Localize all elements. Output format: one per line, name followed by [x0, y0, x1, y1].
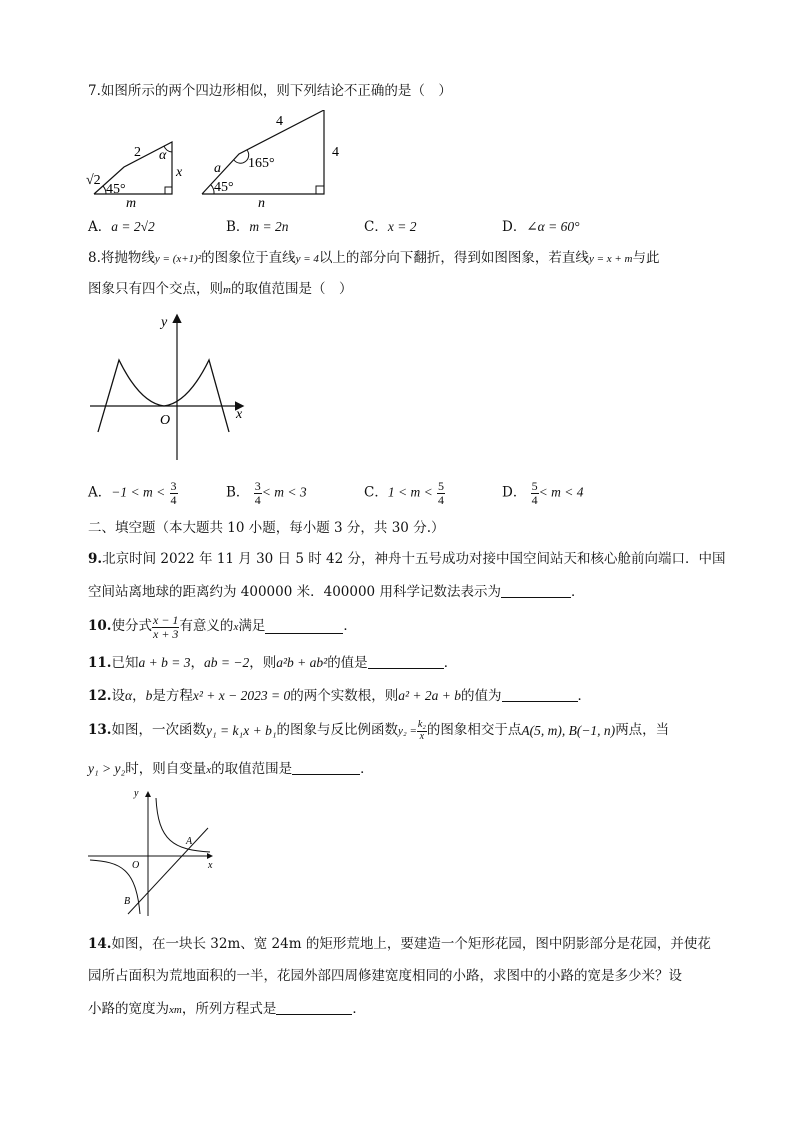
q10-fraction-numerator: x − 1 [153, 612, 179, 627]
q13-points: A(5, m), B(−1, n) [521, 723, 616, 739]
q7-option-a-text: a = 2√2 [111, 219, 155, 234]
q8-option-a[interactable] [88, 480, 178, 506]
q8-option-b-num: 3 [254, 479, 261, 493]
q12-number: 12. [88, 688, 112, 704]
q7-option-d-text: ∠α = 60° [526, 219, 580, 234]
q9-number: 9. [88, 551, 103, 567]
q13-end: ． [360, 761, 374, 777]
q13-condition: y₁ > y₂ [88, 761, 126, 776]
q12-end: ． [577, 688, 591, 704]
q8-parabola: y = (x+1)² [154, 253, 202, 265]
q11-sep: ， [190, 655, 204, 671]
q12-mid: 是方程 [152, 688, 193, 704]
q8-line1-a: 8.将抛物线 [88, 250, 155, 266]
q10-number: 10. [88, 618, 112, 635]
q7-option-a[interactable] [88, 220, 155, 235]
q7-option-a-label: A． [88, 219, 112, 235]
q11-line [88, 656, 457, 671]
q10-line [88, 612, 357, 642]
q13-f1: y₁ = k₁x + b₁ [206, 723, 277, 739]
q14-line3 [88, 1002, 366, 1017]
q8-line2-b: 的取值范围是（ ） [230, 281, 353, 297]
q7-option-b[interactable] [226, 220, 289, 235]
q9-line2-text: 空间站离地球的距离约为 400000 米．400000 用科学记数法表示为 [88, 584, 501, 600]
q9-line1 [88, 553, 726, 567]
q7-option-c-label: C． [364, 219, 388, 235]
q7-option-b-label: B． [226, 219, 250, 235]
q7-option-c-text: x = 2 [387, 219, 417, 234]
q8-option-d-post: < m < 4 [538, 484, 584, 500]
q8-option-a-den: 4 [170, 492, 177, 507]
q8-line1-d: 与此 [632, 250, 660, 266]
q11-mid: ，则 [249, 655, 277, 671]
q13-post: 两点，当 [615, 722, 670, 739]
q7-right-165: 165° [248, 156, 275, 171]
q7-figure [84, 110, 354, 210]
q9-answer-blank[interactable] [501, 585, 571, 598]
q13-f2-numerator: k₂ [417, 719, 426, 730]
q7-left-two: 2 [134, 145, 141, 160]
q8-option-b-label: B． [226, 484, 250, 501]
q8-line-eq: y = x + m [588, 253, 633, 265]
q7-left-right-angle [165, 187, 172, 194]
section-2-heading: 二、填空题（本大题共 10 小题，每小题 3 分，共 30 分.） [88, 520, 445, 536]
q8-y-label: y [161, 315, 168, 330]
q12-expr: a² + 2a + b [398, 688, 461, 703]
q13-x-label: x [208, 860, 213, 871]
q8-option-a-label: A． [88, 484, 112, 501]
q8-option-d-label: D． [502, 484, 527, 501]
q13-figure [86, 786, 222, 920]
q13-y-label: y [134, 788, 139, 799]
q8-line-y4: y = 4 [295, 253, 319, 265]
q13-point-b-label: B [124, 896, 131, 907]
q12-b: b [145, 688, 153, 703]
q14-line3-a: 小路的宽度为 [88, 1001, 169, 1017]
q8-option-d-den: 4 [531, 492, 538, 507]
q12-answer-blank[interactable] [502, 689, 578, 702]
q8-figure [84, 308, 260, 468]
q13-pre: 如图，一次函数 [111, 722, 206, 739]
q7-left-m: m [126, 196, 137, 210]
q13-origin-label: O [132, 860, 140, 871]
q7-right-four-top: 4 [276, 114, 283, 129]
q8-option-d[interactable] [502, 480, 583, 506]
q7-left-x: x [176, 165, 183, 180]
q12-line [88, 689, 591, 704]
q8-option-b[interactable] [226, 480, 307, 506]
q10-mid: 有意义的 [179, 618, 234, 635]
q11-pre: 已知 [111, 655, 139, 671]
q10-x: x [233, 620, 239, 633]
q8-line2 [88, 283, 352, 297]
q12-post: 的值为 [461, 688, 502, 704]
q14-number: 14. [88, 936, 112, 952]
q8-option-b-post: < m < 3 [261, 484, 307, 500]
q8-option-c-label: C． [364, 484, 388, 501]
q11-answer-blank[interactable] [368, 656, 444, 669]
q14-xm: xm [169, 1004, 182, 1016]
q10-answer-blank[interactable] [265, 621, 343, 634]
q11-cond2: ab = −2 [203, 655, 250, 670]
q14-answer-blank[interactable] [276, 1002, 352, 1015]
q7-left-alpha: α [159, 148, 167, 163]
q7-right-four-right: 4 [332, 145, 339, 160]
q8-option-d-num: 5 [531, 479, 538, 493]
q12-mid2: 的两个实数根，则 [290, 688, 399, 704]
q7-right-45: 45° [214, 180, 234, 195]
q9-line2 [88, 585, 584, 600]
q13-line [128, 828, 208, 914]
q14-line1-text: 如图，在一块长 32m、宽 24m 的矩形荒地上，要建造一个矩形花园，图中阴影部分是花园，并使花 [111, 936, 711, 952]
q13-line2 [88, 762, 374, 777]
q8-option-c-pre: 1 < m < [387, 484, 433, 500]
q12-sep: ， [132, 688, 146, 704]
q11-expr: a²b + ab² [276, 655, 328, 670]
q9-end: ． [570, 584, 585, 600]
q8-option-c[interactable] [364, 480, 445, 506]
q10-pre: 使分式 [111, 618, 152, 635]
q9-line1-text: 北京时间 2022 年 11 月 30 日 5 时 42 分，神舟十五号成功对接中国空间站天和核心舱前向端口．中国 [102, 551, 726, 567]
q7-option-c[interactable] [364, 220, 416, 235]
q7-option-d-label: D． [502, 219, 527, 235]
q7-option-b-text: m = 2n [249, 219, 289, 234]
q8-option-a-pre: −1 < m < [111, 484, 166, 500]
q7-right-n: n [258, 196, 265, 210]
q7-stem: 7.如图所示的两个四边形相似，则下列结论不正确的是（ ） [88, 83, 452, 99]
q10-end: ． [343, 618, 357, 635]
q8-line1-c: 以上的部分向下翻折，得到如图图象，若直线 [318, 250, 589, 266]
q7-left-angle: 45° [106, 182, 126, 197]
q13-line2-a: 时，则自变量 [125, 761, 207, 777]
q8-x-label: x [236, 407, 243, 422]
q11-number: 11. [88, 655, 112, 671]
q8-origin-label: O [160, 413, 171, 428]
q11-post: 的值是 [327, 655, 368, 671]
q13-point-a-label: A [186, 836, 193, 847]
q13-x: x [206, 764, 212, 776]
q12-a: α [125, 688, 133, 703]
q7-left-sqrt2: √2 [86, 173, 101, 188]
q14-line1 [88, 938, 711, 952]
q10-post: 满足 [238, 618, 266, 635]
q13-line2-b: 的取值范围是 [211, 761, 293, 777]
q13-mid: 的图象与反比例函数 [276, 722, 399, 739]
q7-right-right-angle [316, 186, 324, 194]
q12-equation: x² + x − 2023 = 0 [192, 688, 291, 703]
q14-line3-b: ，所列方程式是 [181, 1001, 277, 1017]
q8-option-b-den: 4 [254, 492, 261, 507]
q11-cond1: a + b = 3 [138, 655, 191, 670]
q10-fraction-denominator: x + 3 [153, 626, 179, 641]
q8-line1-b: 的图象位于直线 [201, 250, 296, 266]
q13-f2-denominator: x [419, 730, 425, 742]
q8-option-a-num: 3 [170, 479, 177, 493]
q13-line1 [88, 716, 669, 746]
q14-end: ． [352, 1001, 366, 1017]
q13-f2-lhs: y₂ = [398, 724, 417, 737]
q8-line2-a: 图象只有四个交点，则 [88, 281, 223, 297]
q13-hyperbola-branch-1 [156, 798, 210, 852]
q13-mid2: 的图象相交于点 [426, 722, 522, 739]
q8-line1 [88, 252, 660, 266]
q11-end: ． [443, 655, 458, 671]
q7-right-a: a [214, 161, 221, 176]
q8-option-c-den: 4 [438, 492, 444, 507]
q7-option-d[interactable] [502, 220, 579, 235]
q13-number: 13. [88, 722, 112, 739]
q8-option-c-num: 5 [438, 479, 444, 493]
q14-line2: 园所占面积为荒地面积的一半，花园外部四周修建宽度相同的小路，求图中的小路的宽是多少米？设 [88, 968, 682, 984]
q8-m: m [223, 284, 231, 296]
q13-answer-blank[interactable] [292, 762, 360, 775]
q12-pre: 设 [111, 688, 125, 704]
